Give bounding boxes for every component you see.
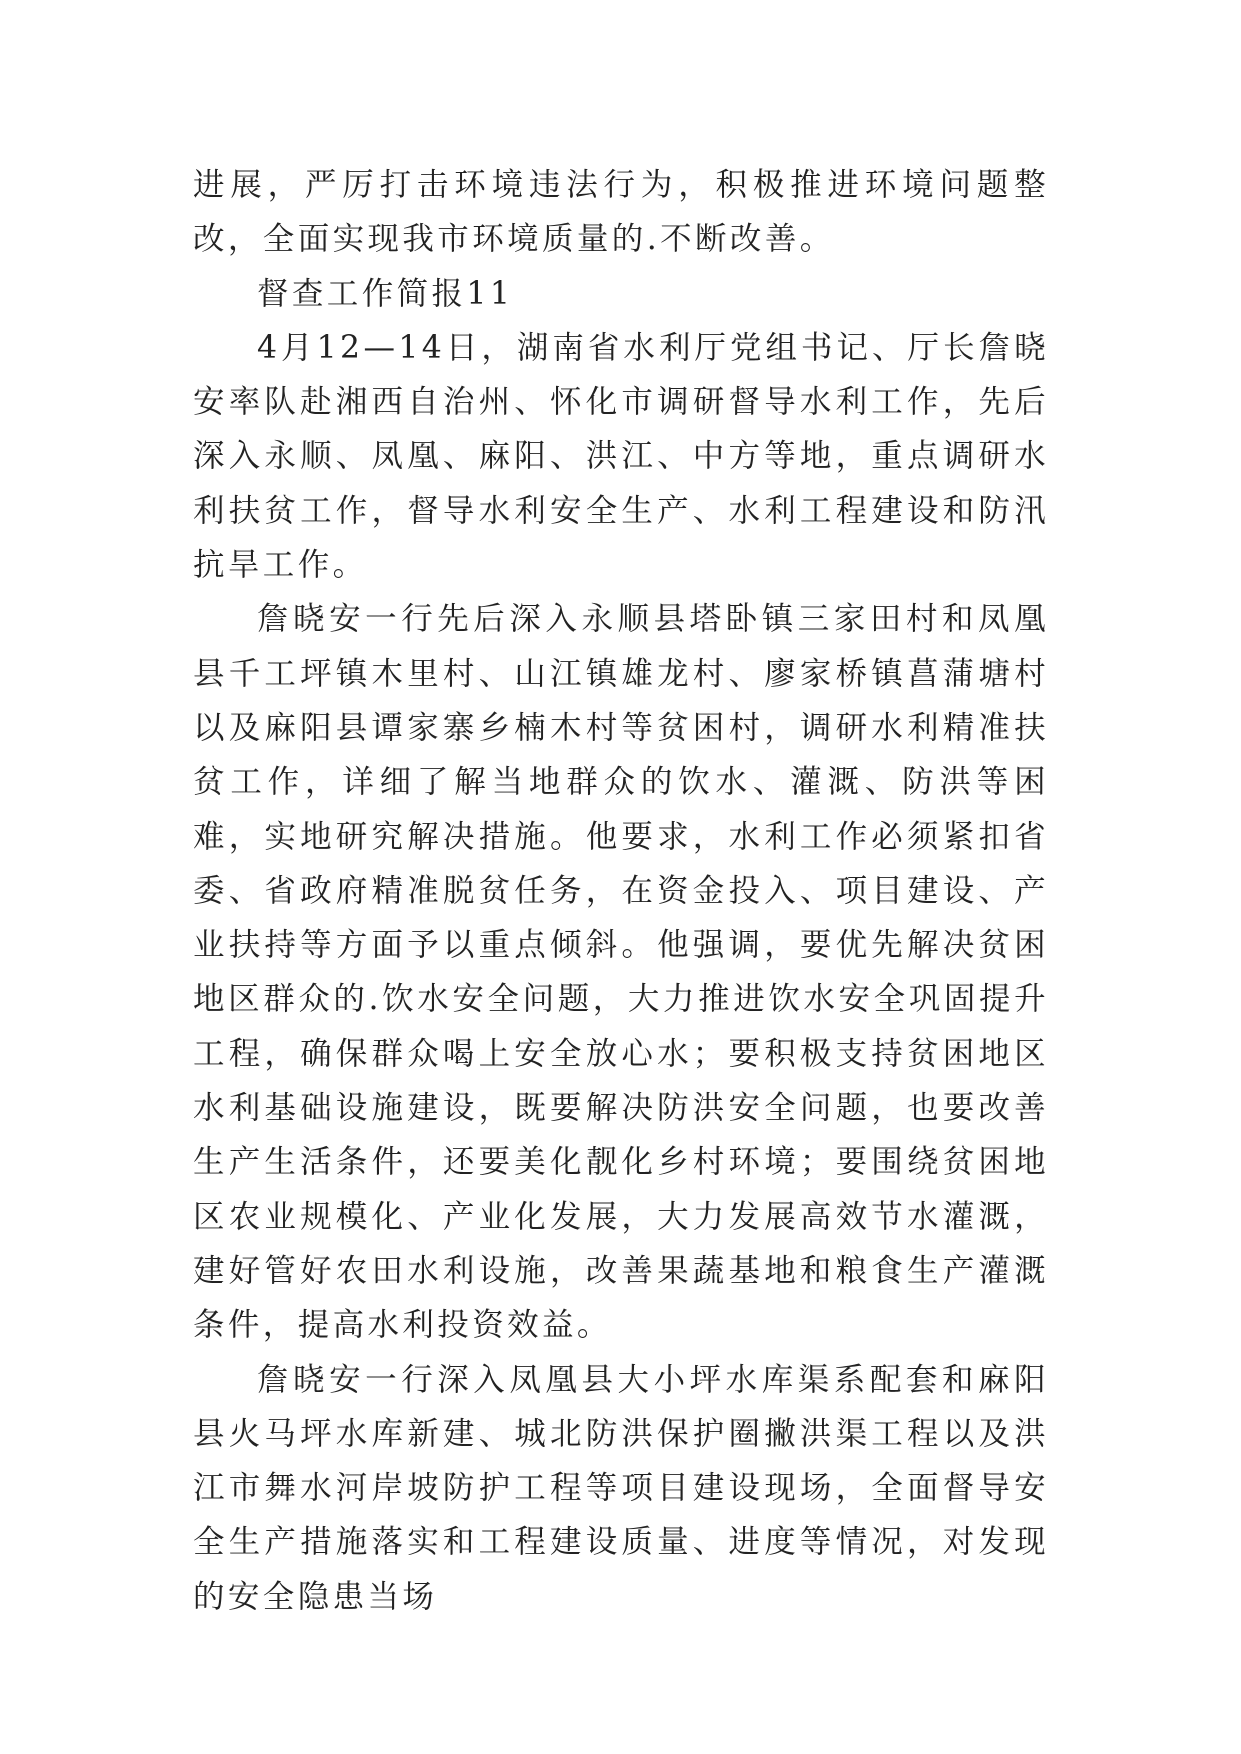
paragraph-intro: 4月12—14日，湖南省水利厅党组书记、厅长詹晓安率队赴湘西自治州、怀化市调研督导水利工作，先后深入永顺、凤凰、麻阳、洪江、中方等地，重点调研水利扶贫工作，督导水利安全生产、水利工程建设和防汛抗旱工作。 [193, 329, 1049, 584]
paragraph-poverty-alleviation: 詹晓安一行先后深入永顺县塔卧镇三家田村和凤凰县千工坪镇木里村、山江镇雄龙村、廖家桥镇菖蒲塘村以及麻阳县谭家寨乡楠木村等贫困村，调研水利精准扶贫工作，详细了解当地群众的饮水、灌溉、防洪等困难，实地研究解决措施。他要求，水利工作必须紧扣省委、省政府精准脱贫任务，在资金投入、项目建设、产业扶持等方面予以重点倾斜。他强调，要优先解决贫困地区群众的.饮水安全问题，大力推进饮水安全巩固提升工程，确保群众喝上安全放心水；要积极支持贫困地区水利基础设施建设，既要解决防洪安全问题，也要改善生产生活条件，还要美化靓化乡村环境；要围绕贫困地区农业规模化、产业化发展，大力发展高效节水灌溉，建好管好农田水利设施，改善果蔬基地和粮食生产灌溉条件，提高水利投资效益。 [193, 601, 1049, 1344]
document-body [193, 158, 1049, 1624]
paragraph-construction: 詹晓安一行深入凤凰县大小坪水库渠系配套和麻阳县火马坪水库新建、城北防洪保护圈撇洪渠工程以及洪江市舞水河岸坡防护工程等项目建设现场，全面督导安全生产措施落实和工程建设质量、进度等情况，对发现的安全隐患当场 [193, 1361, 1049, 1615]
section-title: 督查工作简报11 [257, 275, 514, 312]
paragraph-continuation: 进展，严厉打击环境违法行为，积极推进环境问题整改，全面实现我市环境质量的.不断改善。 [193, 167, 1049, 258]
